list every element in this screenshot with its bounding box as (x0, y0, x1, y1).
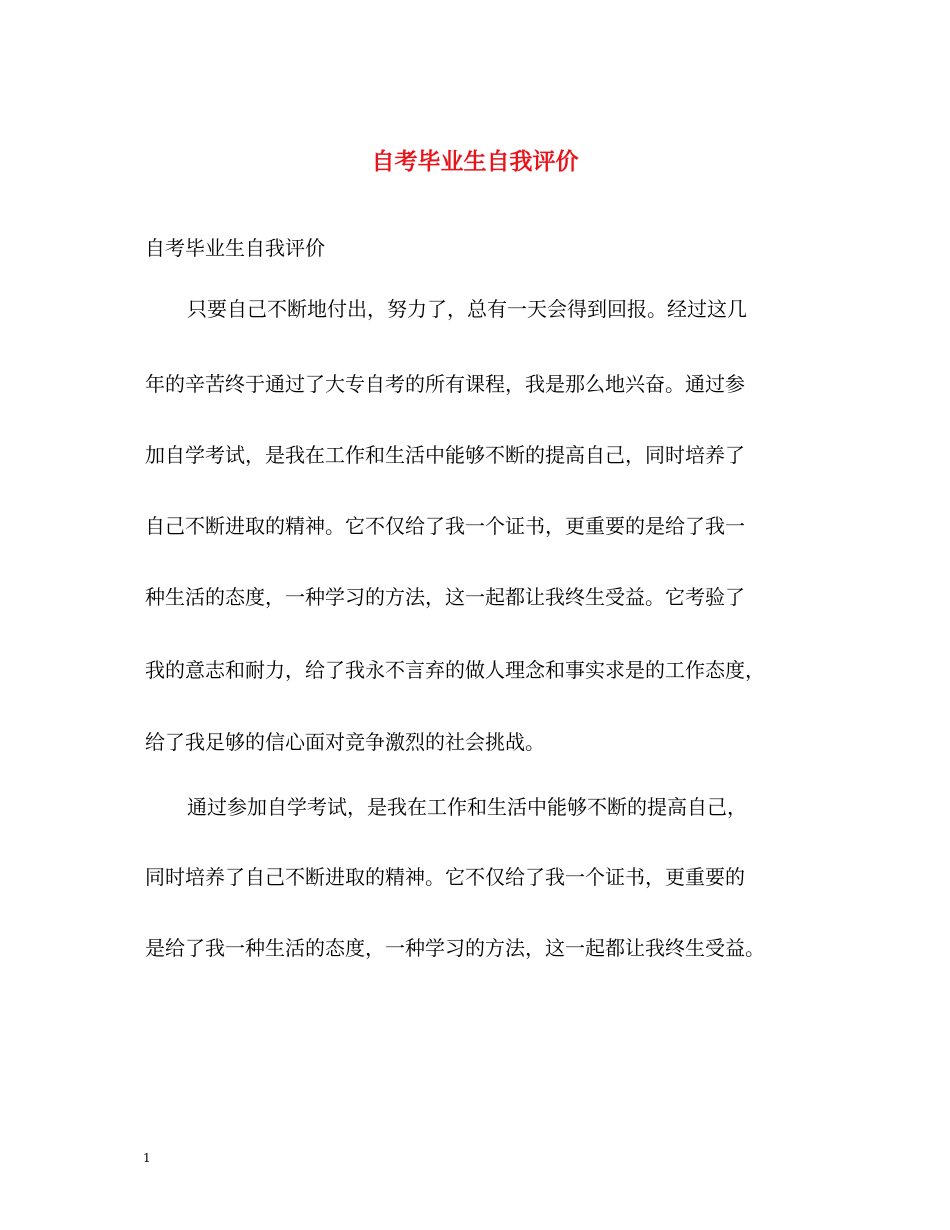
page-number: 1 (143, 1151, 151, 1165)
body-line: 种生活的态度，一种学习的方法，这一起都让我终生受益。它考验了 (145, 585, 745, 609)
document-title: 自考毕业生自我评价 (371, 148, 579, 175)
body-line: 同时培养了自己不断进取的精神。它不仅给了我一个证书，更重要的 (145, 865, 745, 889)
document-subtitle: 自考毕业生自我评价 (145, 236, 325, 260)
body-line: 给了我足够的信心面对竞争激烈的社会挑战。 (145, 730, 545, 754)
body-line: 自己不断进取的精神。它不仅给了我一个证书，更重要的是给了我一 (145, 514, 745, 538)
body-line: 只要自己不断地付出，努力了，总有一天会得到回报。经过这几 (187, 297, 747, 321)
body-line: 通过参加自学考试，是我在工作和生活中能够不断的提高自己， (187, 795, 747, 819)
body-line: 我的意志和耐力，给了我永不言弃的做人理念和事实求是的工作态度， (145, 658, 765, 682)
body-line: 是给了我一种生活的态度，一种学习的方法，这一起都让我终生受益。 (145, 936, 765, 960)
body-line: 加自学考试，是我在工作和生活中能够不断的提高自己，同时培养了 (145, 443, 745, 467)
body-line: 年的辛苦终于通过了大专自考的所有课程，我是那么地兴奋。通过参 (145, 372, 745, 396)
